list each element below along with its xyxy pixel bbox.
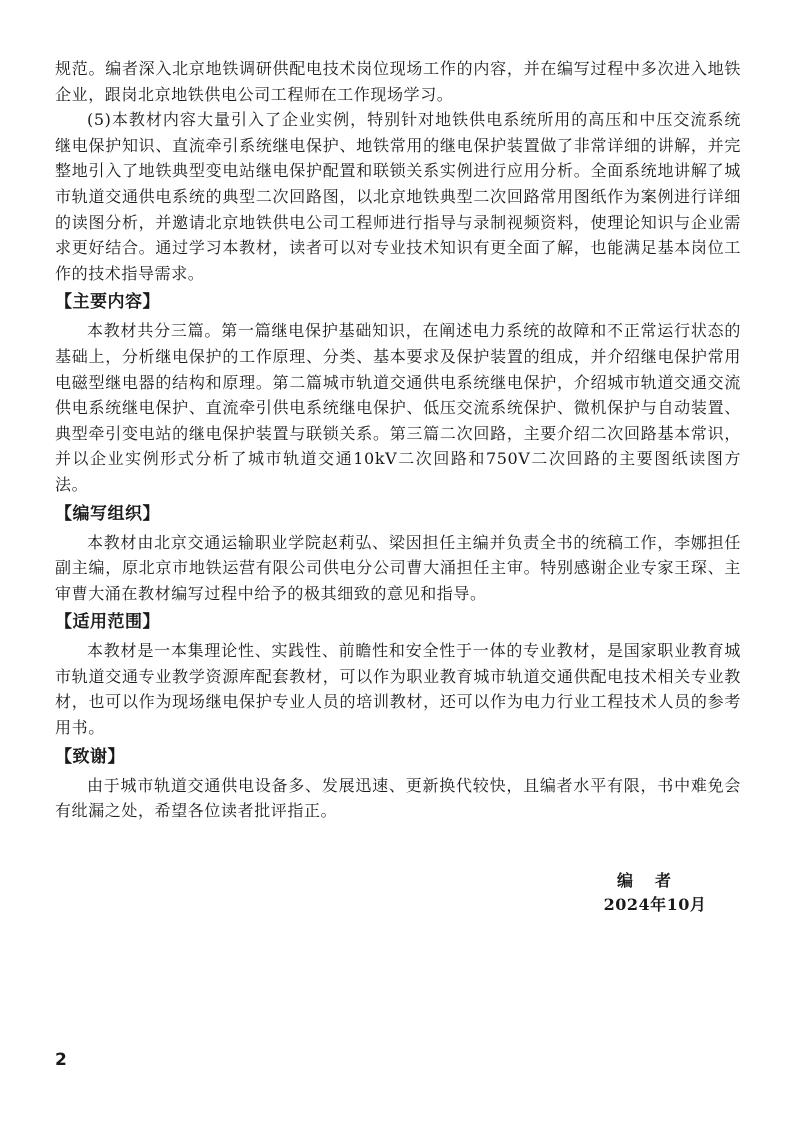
signature-date: 2024年10月 — [603, 895, 707, 914]
page-number: 2 — [55, 1050, 67, 1070]
continued-paragraph: 规范。编者深入北京地铁调研供配电技术岗位现场工作的内容，并在编写过程中多次进入地铁企业，跟岗北京地铁供电公司工程师在工作现场学习。 — [55, 59, 741, 104]
section-heading-main-content: 【主要内容】 — [55, 292, 160, 313]
signature-author: 编者 — [616, 871, 693, 890]
section-heading-organization: 【编写组织】 — [55, 503, 160, 524]
section-text-thanks: 由于城市轨道交通供电设备多、发展迅速、更新换代较快，且编者水平有限，书中难免会有纰漏之处，希望各位读者批评指正。 — [55, 775, 741, 821]
section-text-organization: 本教材由北京交通运输职业学院赵莉弘、梁因担任主编并负责全书的统稿工作，李娜担任副主编，原北京市地铁运营有限公司供电分公司曹大涌担任主审。特别感谢企业专家王琛、主审曹大涌在教材编写过程中给予的极其细致的意见和指导。 — [55, 532, 741, 603]
feature-paragraph-5: (5)本教材内容大量引入了企业实例，特别针对地铁供电系统所用的高压和中压交流系统继电保护知识、直流牵引系统继电保护、地铁常用的继电保护装置做了非常详细的讲解，并完整地引入了地铁典型变电站继电保护配置和联锁关系实例进行应用分析。全面系统地讲解了城市轨道交通供电系统的典型二次回路图，以北京地铁典型二次回路常用图纸作为案例进行详细的读图分析，并邀请北京地铁供电公司工程师进行指导与录制视频资料，使理论知识与企业需求更好结合。通过学习本教材，读者可以对专业技术知识有更全面了解，也能满足基本岗位工作的技术指导需求。 — [55, 110, 741, 283]
page-body — [55, 56, 741, 824]
section-text-main-content: 本教材共分三篇。第一篇继电保护基础知识，在阐述电力系统的故障和不正常运行状态的基础上，分析继电保护的工作原理、分类、基本要求及保护装置的组成，并介绍继电保护常用电磁型继电器的结构和原理。第二篇城市轨道交通供电系统继电保护，介绍城市轨道交通交流供电系统继电保护、直流牵引供电系统继电保护、低压交流系统保护、微机保护与自动装置、典型牵引变电站的继电保护装置与联锁关系。第三篇二次回路，主要介绍二次回路基本常识，并以企业实例形式分析了城市轨道交通10kV二次回路和750V二次回路的主要图纸读图方法。 — [55, 321, 741, 494]
section-heading-thanks: 【致谢】 — [55, 746, 125, 767]
section-text-scope: 本教材是一本集理论性、实践性、前瞻性和安全性于一体的专业教材，是国家职业教育城市轨道交通专业教学资源库配套教材，可以作为职业教育城市轨道交通供配电技术相关专业教材，也可以作为现场继电保护专业人员的培训教材，还可以作为电力行业工程技术人员的参考用书。 — [55, 641, 741, 738]
section-heading-scope: 【适用范围】 — [55, 612, 160, 633]
